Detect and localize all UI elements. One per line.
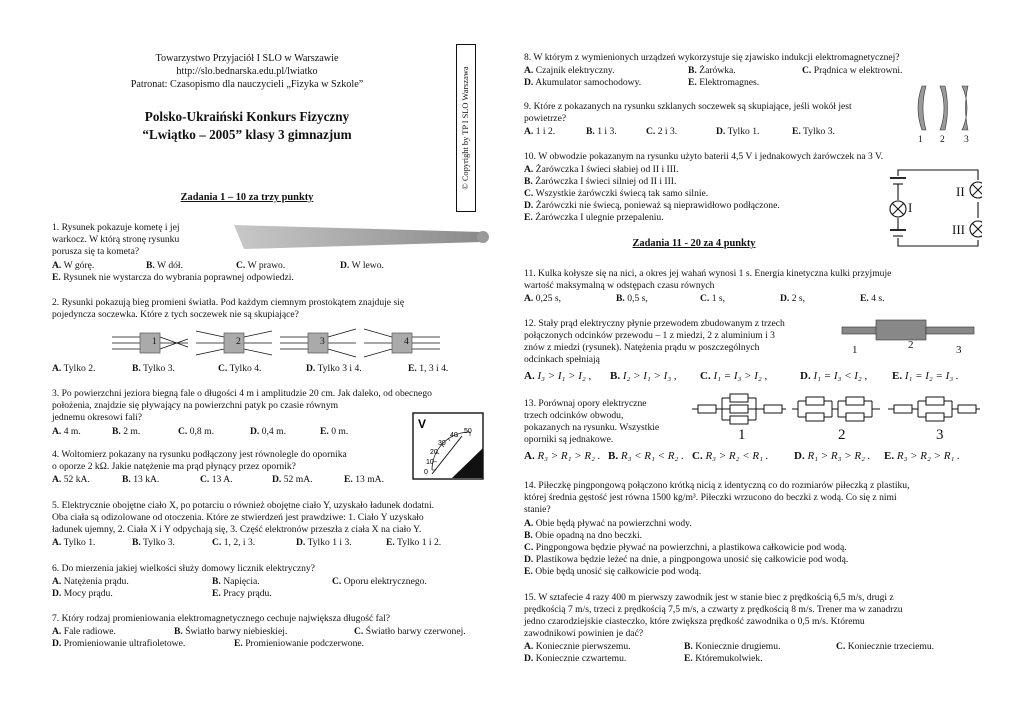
q14-option-b[interactable]: Obie opadną na dno beczki. (535, 529, 643, 541)
q5-text-2: Oba ciała są odizolowane od otoczenia. Które ze stwierdzeń jest prawdziwe: 1. Ciało Y uzyskało (52, 511, 424, 523)
q2-lens-rays-figure (112, 325, 492, 361)
contest-subtitle: “Lwiątko – 2005” klasy 3 gimnazjum (142, 127, 352, 142)
lens-3 (962, 86, 968, 130)
q7-option-d[interactable]: Promieniowanie ultrafioletowe. (63, 638, 186, 649)
q11-option-e[interactable]: 4 s. (871, 293, 885, 304)
q1-options: A. W górę. B. W dół. C. W prawo. D. W lewo. E. Rysunek nie wystarcza do wybrania poprawnej odpowiedzi. (52, 260, 384, 283)
network-label-3: 3 (936, 427, 944, 443)
q3-text: 3. Po powierzchni jeziora biegną fale o długości 4 m i amplitudzie 20 cm. Jak daleko, od obecnego (52, 388, 432, 399)
question-6 (52, 563, 488, 575)
q9-text: 9. Które z pokazanych na rysunku szklanych soczewek są skupiające, jeśli wokół jest (524, 101, 852, 112)
q8-text: 8. W którym z wymienionych urządzeń wykorzystuje się zjawisko indukcji elektromagnetycznej? (524, 52, 900, 63)
comet-head (477, 231, 489, 243)
q5-option-b[interactable]: Tylko 3. (143, 537, 175, 548)
q11-option-b[interactable]: 0,5 s, (627, 293, 648, 304)
bulb-label-II: II (956, 184, 965, 199)
question-1 (52, 222, 180, 258)
wire-label-2: 2 (908, 339, 914, 351)
q12-option-d[interactable]: I₁ = I₃ < I₂ , (813, 370, 868, 382)
q12-text-4: odcinkach spełniają (524, 353, 600, 365)
q7-option-a[interactable]: Fale radiowe. (63, 626, 116, 637)
q5-option-d[interactable]: Tylko 1 i 3. (307, 537, 352, 548)
question-10 (524, 151, 979, 163)
q14-text-3: stanie? (524, 503, 551, 515)
q10-option-a[interactable]: Żarówczka I świeci słabiej od II i III. (535, 164, 679, 175)
tick-30: 30 (438, 440, 446, 447)
q8-option-c[interactable]: Prądnica w elektrowni. (813, 65, 903, 76)
q9-option-b[interactable]: 1 i 3. (597, 126, 617, 137)
q5-text-3: ładunek ujemny, 2. Ciała X i Y odpychają się, 3. Część elektronów przeszła z ciała X na ciało Y. (52, 523, 422, 535)
q8-option-d[interactable]: Akumulator samochodowy. (535, 77, 642, 88)
q3-option-a[interactable]: 4 m. (63, 426, 81, 437)
question-2 (52, 297, 488, 321)
box-label-4: 4 (404, 336, 409, 347)
comet-tail (234, 225, 482, 249)
q4-option-e[interactable]: 13 mA. (355, 474, 384, 485)
q13-option-c[interactable]: R₃ > R₂ < R₁ . (705, 450, 769, 462)
q10-option-d[interactable]: Żarówczki nie świecą, ponieważ są nieprawidłowo podłączone. (535, 199, 780, 211)
wire-label-1: 1 (852, 344, 858, 356)
q12-option-b[interactable]: I₂ > I₁ > I₃ , (622, 370, 677, 382)
q4-options: A. 52 kA. B. 13 kA. C. 13 A. D. 52 mA. E. 13 mA. (52, 474, 384, 485)
question-7 (52, 613, 488, 625)
q12-option-c[interactable]: I₁ = I₃ > I₂ , (713, 370, 768, 382)
voltmeter-figure (412, 412, 484, 480)
box-label-2: 2 (236, 336, 241, 347)
q1-option-d[interactable]: W lewo. (351, 260, 384, 271)
q10-option-c[interactable]: Wszystkie żarówczki świecą tak samo silnie. (535, 187, 709, 199)
q15-text: 15. W sztafecie 4 razy 400 m pierwszy zawodnik jest w stanie biec z prędkością 6,5 m/s, drugi z (524, 592, 894, 603)
q9-option-a[interactable]: 1 i 2. (535, 126, 556, 137)
q15-text-4: zawodnikowi powinien je dać? (524, 627, 644, 639)
question-14 (524, 480, 979, 516)
q1-option-e[interactable]: Rysunek nie wystarcza do wybrania poprawnej odpowiedzi. (63, 272, 294, 283)
q12-text-3: znów z miedzi (rysunek). Natężenia prądu w poszczególnych (524, 341, 760, 353)
lens-1 (918, 86, 926, 130)
q4-text-2: o oporze 2 kΩ. Jakie natężenie ma prąd płynący przez opornik? (52, 460, 296, 472)
q1-text-3: porusza się ta kometa? (52, 245, 140, 257)
q3-option-c[interactable]: 0,8 m. (189, 426, 214, 437)
tick-0: 0 (424, 469, 428, 476)
q15-option-c[interactable]: Koniecznie trzeciemu. (847, 641, 935, 652)
question-8 (524, 52, 979, 64)
q4-option-a[interactable]: 52 kA. (63, 474, 90, 485)
lens-2 (940, 86, 948, 130)
q9-glass-lenses-figure (914, 84, 978, 132)
q5-text: 5. Elektrycznie obojętne ciało X, po potarciu o również obojętne ciało Y, uzyskało ładunek dodatni. (52, 500, 435, 511)
wire-segment-2 (876, 320, 926, 340)
network-3 (888, 397, 980, 421)
q6-options: A. Natężenia prądu. B. Napięcia. C. Oporu elektrycznego. D. Mocy prądu. E. Pracy prądu. (52, 576, 427, 599)
lens-label-1: 1 (918, 134, 923, 145)
organizer-line: Towarzystwo Przyjaciół I SLO w Warszawie (155, 53, 339, 64)
q12-option-a[interactable]: I₃ > I₁ > I₂ , (537, 370, 592, 382)
q2-option-b[interactable]: Tylko 3. (143, 363, 175, 374)
q5-option-e[interactable]: Tylko 1 i 2. (397, 537, 442, 548)
ray-diagram-1 (112, 333, 188, 353)
wire-label-3: 3 (956, 344, 962, 356)
lens-label-3: 3 (964, 134, 969, 145)
network-1 (692, 394, 786, 424)
wire-segment-3 (926, 327, 974, 334)
network-label-1: 1 (738, 427, 746, 443)
q12-wire-figure (836, 318, 976, 344)
section-heading-3pt: Zadania 1 – 10 za trzy punkty (180, 192, 314, 203)
q13-text: 13. Porównaj opory elektryczne (524, 398, 647, 409)
q13-option-d[interactable]: R₁ > R₃ > R₂ . (807, 450, 871, 462)
bulb-label-III: III (952, 222, 965, 237)
box-label-1: 1 (152, 336, 157, 347)
q14-option-c[interactable]: Pingpongowa będzie pływać na powierzchni, a plastikowa całkowicie pod wodą. (535, 541, 847, 553)
tick-20: 20 (430, 449, 438, 456)
copyright-text: © Copyright by TP I SLO Warszawa (460, 66, 470, 190)
question-4 (52, 449, 412, 473)
q4-option-b[interactable]: 13 kA. (133, 474, 160, 485)
ray-diagram-3 (280, 329, 356, 357)
q6-text: 6. Do mierzenia jakiej wielkości służy domowy licznik elektryczny? (52, 563, 315, 574)
q7-option-c[interactable]: Światło barwy czerwonej. (365, 626, 466, 637)
tick-10: 10 (426, 459, 434, 466)
q3-option-b[interactable]: 2 m. (123, 426, 141, 437)
lens-label-2: 2 (940, 134, 945, 145)
patronage-line: Patronat: Czasopismo dla nauczycieli „Fizyka w Szkole” (130, 79, 364, 90)
q13-text-2: trzech odcinków obwodu, (524, 409, 624, 421)
q6-option-a[interactable]: Natężenia prądu. (63, 576, 129, 587)
q7-text: 7. Który rodzaj promieniowania elektromagnetycznego cechuje największa długość fal? (52, 613, 391, 624)
section-heading-4pt: Zadania 11 - 20 za 4 punkty (632, 238, 756, 249)
q14-option-e[interactable]: Obie będą unosić się całkowicie pod wodą. (535, 565, 702, 577)
q11-option-a[interactable]: 0,25 s, (535, 293, 562, 304)
q15-option-b[interactable]: Koniecznie drugiemu. (695, 641, 781, 652)
q8-option-e[interactable]: Elektromagnes. (699, 77, 760, 88)
q9-options: A. 1 i 2. B. 1 i 3. C. 2 i 3. D. Tylko 1. E. Tylko 3. (524, 126, 835, 137)
q1-option-b[interactable]: W dół. (157, 260, 183, 271)
q2-option-e[interactable]: 1, 3 i 4. (419, 363, 449, 374)
q15-option-a[interactable]: Koniecznie pierwszemu. (535, 641, 631, 652)
question-5 (52, 500, 488, 536)
q11-options: A. 0,25 s, B. 0,5 s, C. 1 s, D. 2 s, E. 4 s. (524, 293, 885, 304)
q2-option-c[interactable]: Tylko 4. (229, 363, 262, 374)
q14-text: 14. Piłeczkę pingpongową połączono krótką nicią z identyczną co do rozmiarów piłeczką z plastiku, (524, 480, 910, 491)
q11-option-d[interactable]: 2 s, (791, 293, 806, 304)
q2-option-d[interactable]: Tylko 3 i 4. (317, 363, 362, 374)
q11-text: 11. Kulka kołysze się na nici, a okres jej wahań wynosi 1 s. Energia kinetyczna kulki przyjmuje (524, 268, 892, 279)
q5-options: A. Tylko 1. B. Tylko 3. C. 1, 2, i 3. D. Tylko 1 i 3. E. Tylko 1 i 2. (52, 537, 442, 548)
q1-option-c[interactable]: W prawo. (247, 260, 286, 271)
network-label-2: 2 (838, 427, 846, 443)
q15-text-2: prędkością 7 m/s, trzeci z prędkością 7,5 m/s, a czwarty z prędkością 8 m/s. Trener ma w zanadrzu (524, 603, 903, 615)
q3-option-e[interactable]: 0 m. (331, 426, 349, 437)
q15-options: A. Koniecznie pierwszemu. B. Koniecznie drugiemu. C. Koniecznie trzeciemu. D. Koniecznie czwartemu. E. Któremukolwiek. (524, 641, 935, 664)
q5-option-a[interactable]: Tylko 1. (63, 537, 96, 548)
q8-option-a[interactable]: Czajnik elektryczny. (535, 65, 615, 76)
question-12 (524, 318, 844, 366)
q8-options: A. Czajnik elektryczny. B. Żarówka. C. Prądnica w elektrowni. D. Akumulator samochodowy. E. Elektromagnes. (524, 65, 903, 88)
q9-option-d[interactable]: Tylko 1. (727, 126, 760, 137)
q2-text: 2. Rysunki pokazują bieg promieni światła. Pod każdym ciemnym prostokątem znajduje się (52, 297, 405, 308)
q7-option-e[interactable]: Promieniowanie podczerwone. (245, 638, 365, 649)
q3-option-d[interactable]: 0,4 m. (261, 426, 286, 437)
q14-text-2: której średnia gęstość jest równa 1500 kg/m³. Piłeczki wrzucono do beczki z wodą. Co się z nimi (524, 491, 897, 503)
q12-options: A. I₃ > I₁ > I₂ , B. I₂ > I₁ > I₃ , C. I₁ = I₃ > I₂ , D. I₁ = I₃ < I₂ , E. I₁ = I₂ = I₃ . (524, 370, 959, 382)
tick-40: 40 (450, 432, 458, 439)
q14-option-d[interactable]: Plastikowa będzie leżeć na dnie, a pingpongowa unosić się całkowicie pod wodą. (535, 553, 849, 565)
q15-option-e[interactable]: Któremukolwiek. (695, 653, 763, 664)
q7-options: A. Fale radiowe. B. Światło barwy niebieskiej. C. Światło barwy czerwonej. D. Promieniowanie ultrafioletowe. E. Promieniowanie podczerwone. (52, 626, 466, 649)
q6-option-c[interactable]: Oporu elektrycznego. (343, 576, 427, 587)
q13-option-e[interactable]: R₃ > R₂ > R₁ . (896, 450, 960, 462)
q3-text-3: jednemu okresowi fali? (52, 411, 143, 423)
website-line: http://slo.bednarska.edu.pl/lwiatko (176, 66, 318, 77)
q10-circuit-figure (878, 168, 982, 252)
q13-options: A. R₃ > R₁ > R₂ . B. R₃ < R₁ < R₂ . C. R₃ > R₂ < R₁ . D. R₁ > R₃ > R₂ . E. R₃ > R₂ > R₁ . (524, 450, 960, 462)
bulb-label-I: I (908, 200, 913, 215)
q10-option-e[interactable]: Żarówczka I ulegnie przepaleniu. (535, 211, 664, 223)
q14-option-a[interactable]: Obie będą pływać na powierzchni wody. (535, 518, 692, 529)
tick-50: 50 (464, 428, 472, 435)
ray-diagram-2 (196, 331, 272, 355)
q15-text-3: jedno czarodziejskie ciasteczko, które zwiększa prędkość zawodnika o 0,5 m/s. Któremu (524, 615, 865, 627)
q12-text: 12. Stały prąd elektryczny płynie przewodem zbudowanym z trzech (524, 318, 785, 329)
q4-option-d[interactable]: 52 mA. (283, 474, 313, 485)
ray-diagram-4 (364, 329, 440, 357)
q7-option-b[interactable]: Światło barwy niebieskiej. (185, 626, 288, 637)
q13-resistor-networks-figure (692, 392, 982, 426)
q1-option-a[interactable]: W górę. (63, 260, 95, 271)
q5-option-c[interactable]: 1, 2, i 3. (223, 537, 256, 548)
q10-option-b[interactable]: Żarówczka I świeci silniej od II i III. (535, 175, 677, 187)
comet-figure (234, 223, 494, 253)
q9-text-2: powietrze? (524, 112, 567, 124)
q6-option-b[interactable]: Napięcia. (223, 576, 260, 587)
q3-options: A. 4 m. B. 2 m. C. 0,8 m. D. 0,4 m. E. 0 m. (52, 426, 349, 437)
q2-text-2: pojedyncza soczewka. Które z tych soczewek nie są skupiające? (52, 308, 299, 320)
question-13 (524, 398, 704, 446)
q2-option-a[interactable]: Tylko 2. (63, 363, 96, 374)
q2-options: A. Tylko 2. B. Tylko 3. C. Tylko 4. D. Tylko 3 i 4. E. 1, 3 i 4. (52, 363, 449, 374)
question-11 (524, 268, 979, 292)
q1-text: 1. Rysunek pokazuje kometę i jej (52, 222, 180, 233)
q12-text-2: połączonych odcinków przewodu – 1 z miedzi, 2 z aluminium i 3 (524, 329, 775, 341)
q14-options: A. Obie będą pływać na powierzchni wody. B. Obie opadną na dno beczki. C. Pingpongowa będzie pływać na powierzchni, a plastikowa całkowicie pod wodą. D. Plastikowa będzie leżeć na dnie, a pingpongowa unosić się całkowicie pod wodą. E. Obie będą unosić się całkowicie pod wodą. (524, 518, 849, 577)
copyright-box (456, 44, 476, 212)
q12-option-e[interactable]: I₁ = I₂ = I₃ . (904, 370, 959, 382)
q9-option-e[interactable]: Tylko 3. (803, 126, 835, 137)
q8-option-b[interactable]: Żarówka. (699, 65, 736, 76)
q13-option-b[interactable]: R₃ < R₁ < R₂ . (620, 450, 684, 462)
q13-text-3: pokazanych na rysunku. Wszystkie (524, 421, 660, 433)
question-15 (524, 592, 979, 640)
q15-option-d[interactable]: Koniecznie czwartemu. (535, 653, 627, 664)
meter-unit: V (418, 417, 427, 431)
q11-option-c[interactable]: 1 s, (711, 293, 726, 304)
contest-title: Polsko-Ukraiński Konkurs Fizyczny (144, 109, 350, 124)
question-9 (524, 101, 924, 125)
q1-text-2: warkocz. W którą stronę rysunku (52, 233, 180, 245)
q13-text-4: oporniki są jednakowe. (524, 433, 614, 445)
q11-text-2: wartość maksymalną w odstępach czasu równych (524, 279, 715, 291)
q13-option-a[interactable]: R₃ > R₁ > R₂ . (537, 450, 601, 462)
q10-text: 10. W obwodzie pokazanym na rysunku użyto baterii 4,5 V i jednakowych żarówczek na 3 V. (524, 151, 884, 162)
network-2 (792, 397, 880, 421)
q3-text-2: położenia, znajdzie się pływający na powierzchni patyk po czasie równym (52, 399, 339, 411)
q6-option-d[interactable]: Mocy prądu. (63, 588, 113, 599)
q4-option-c[interactable]: 13 A. (211, 474, 233, 485)
q4-text: 4. Woltomierz pokazany na rysunku podłączony jest równolegle do opornika (52, 449, 347, 460)
box-label-3: 3 (320, 336, 325, 347)
q9-option-c[interactable]: 2 i 3. (657, 126, 678, 137)
q10-options: A. Żarówczka I świeci słabiej od II i III. B. Żarówczka I świeci silniej od II i III. C. Wszystkie żarówczki świecą tak samo silnie. D. Żarówczki nie świecą, ponieważ są nieprawidłowo podłączone. E. Żarówczka I ulegnie przepaleniu. (524, 164, 780, 223)
q6-option-e[interactable]: Pracy prądu. (223, 588, 272, 599)
